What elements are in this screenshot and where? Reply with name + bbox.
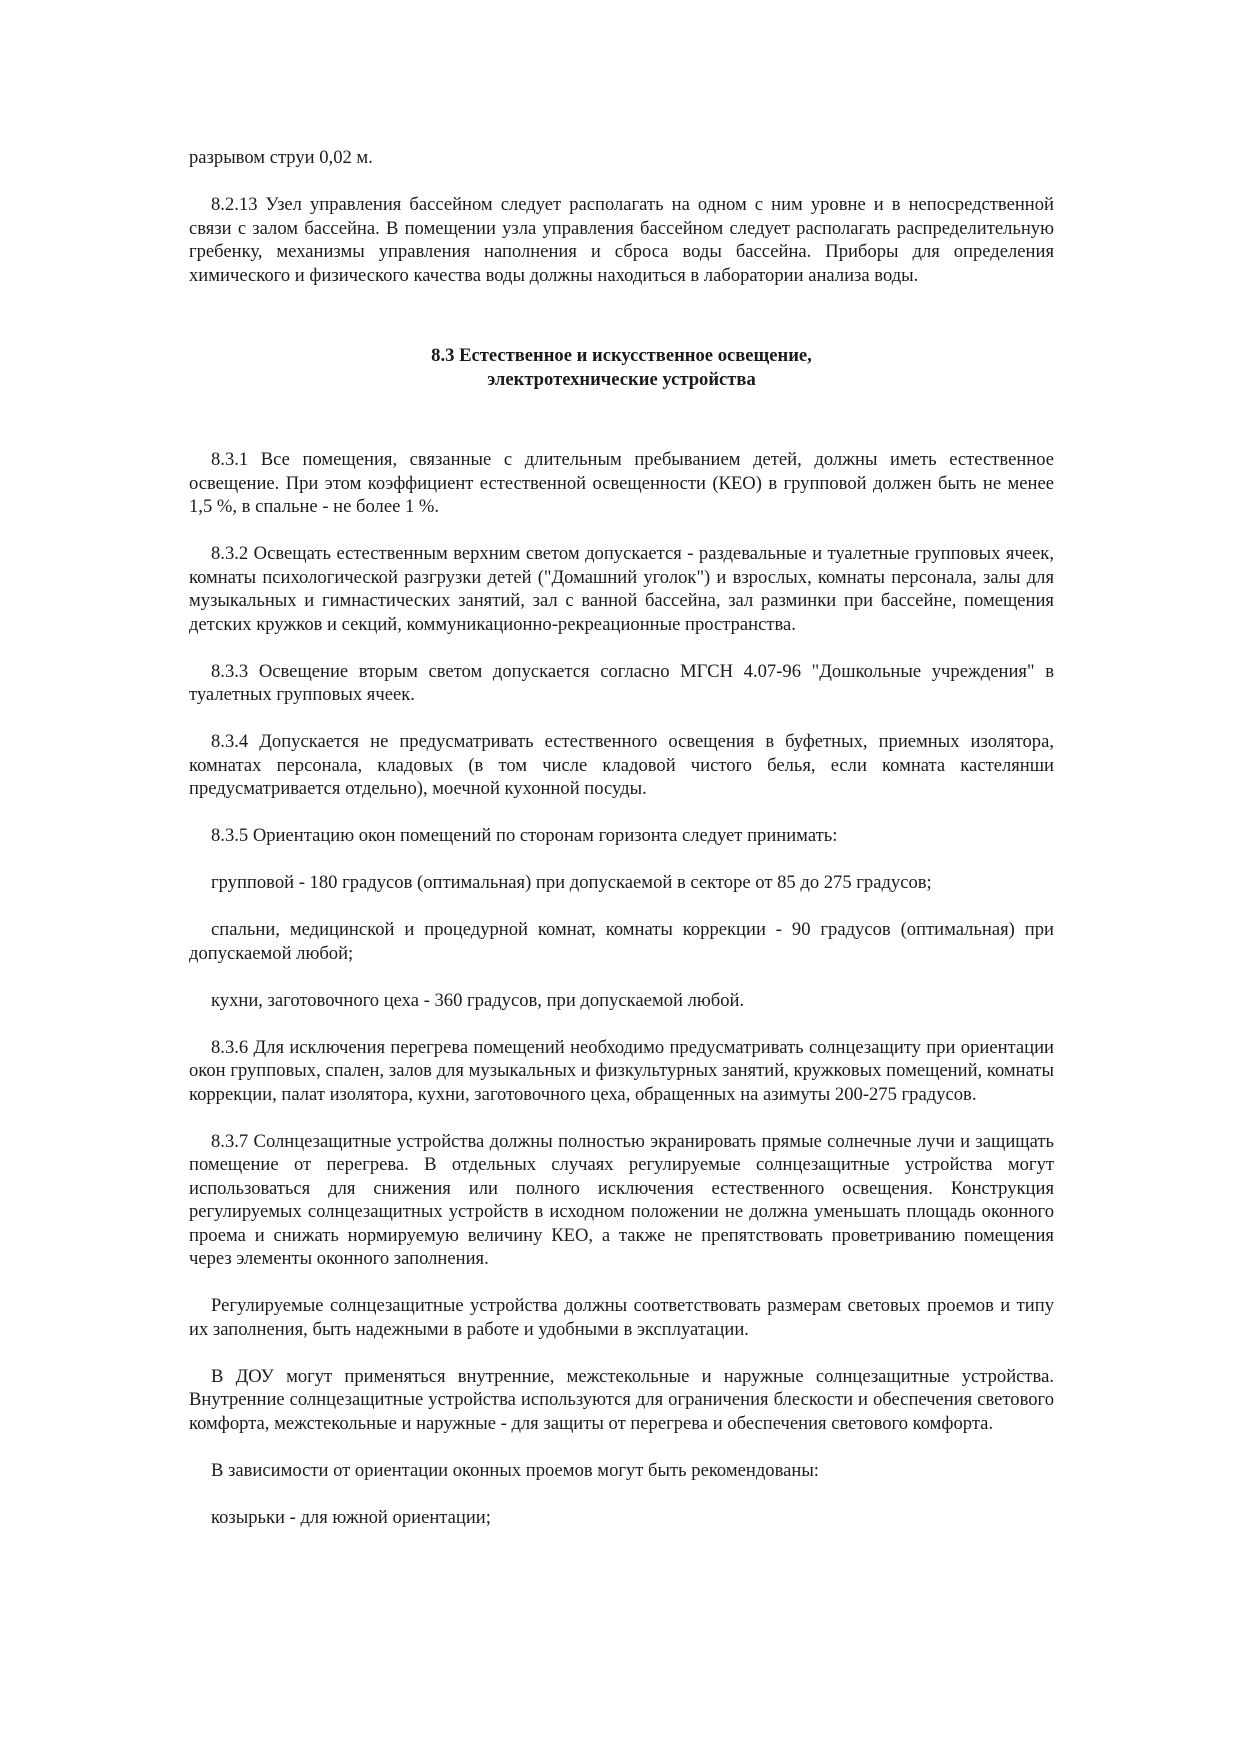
paragraph-8-3-7: 8.3.7 Солнцезащитные устройства должны полностью экранировать прямые солнечные лучи и защищать помещение от перегрева. В отдельных случаях регулируемые солнцезащитные устройства могут использоваться для снижения или полного исключения естественного освещения. Конструкция регулируемых солнцезащитных устройств в исходном положении не должна уменьшать площадь оконного проема и снижать нормируемую величину КЕО, а также не препятствовать проветриванию помещения через элементы оконного заполнения. <box>189 1130 1054 1269</box>
paragraph-depending-orientation: В зависимости от ориентации оконных проемов могут быть рекомендованы: <box>211 1459 819 1481</box>
document-page <box>189 146 1054 1553</box>
paragraph-group-orientation: групповой - 180 градусов (оптимальная) при допускаемой в секторе от 85 до 275 градусов; <box>211 872 932 893</box>
paragraph-8-3-6: 8.3.6 Для исключения перегрева помещений необходимо предусматривать солнцезащиту при ориентации окон групповых, спален, залов для музыкальных и физкультурных занятий, кружковых помещений, комнаты коррекции, палат изолятора, кухни, заготовочного цеха, обращенных на азимуты 200-275 градусов. <box>189 1036 1054 1105</box>
paragraph-8-3-1: 8.3.1 Все помещения, связанные с длительным пребыванием детей, должны иметь естественное освещение. При этом коэффициент естественной освещенности (КЕО) в групповой должен быть не менее 1,5 %, в спальне - не более 1 %. <box>189 449 1054 517</box>
paragraph-bedroom-orientation: спальни, медицинской и процедурной комнат, комнаты коррекции - 90 градусов (оптимальная) при допускаемой любой; <box>189 919 1054 964</box>
paragraph-8-2-13: 8.2.13 Узел управления бассейном следует располагать на одном с ним уровне и в непосредственной связи с залом бассейна. В помещении узла управления бассейном следует располагать распределительную гребенку, механизмы управления наполнения и сброса воды бассейна. Приборы для определения химического и физического качества воды должны находиться в лаборатории анализа воды. <box>189 194 1054 286</box>
paragraph-visors: козырьки - для южной ориентации; <box>211 1506 491 1528</box>
paragraph-dou-devices: В ДОУ могут применяться внутренние, межстекольные и наружные солнцезащитные устройства. Внутренние солнцезащитные устройства используются для ограничения блескости и обеспечения светового комфорта, межстекольные и наружные - для защиты от перегрева и обеспечения светового комфорта. <box>189 1365 1054 1434</box>
paragraph-kitchen-orientation: кухни, заготовочного цеха - 360 градусов, при допускаемой любой. <box>211 989 745 1011</box>
paragraph-8-3-5: 8.3.5 Ориентацию окон помещений по сторонам горизонта следует принимать: <box>211 825 838 846</box>
section-heading-8-3 <box>189 344 1054 391</box>
paragraph-8-3-4: 8.3.4 Допускается не предусматривать естественного освещения в буфетных, приемных изолятора, комнатах персонала, кладовых (в том числе кладовой чистого белья, если комната кастелянши предусматривается отдельно), моечной кухонной посуды. <box>189 731 1054 799</box>
section-heading-line-2: электротехнические устройства <box>487 368 756 390</box>
section-heading-line-1: 8.3 Естественное и искусственное освещение, <box>431 345 812 366</box>
paragraph-regulated-devices: Регулируемые солнцезащитные устройства должны соответствовать размерам световых проемов и типу их заполнения, быть надежными в работе и удобными в эксплуатации. <box>189 1295 1054 1340</box>
paragraph-8-3-3: 8.3.3 Освещение вторым светом допускается согласно МГСН 4.07-96 "Дошкольные учреждения" в туалетных групповых ячеек. <box>189 660 1054 705</box>
paragraph-lead-fragment: разрывом струи 0,02 м. <box>189 147 373 168</box>
paragraph-8-3-2: 8.3.2 Освещать естественным верхним светом допускается - раздевальные и туалетные групповых ячеек, комнаты психологической разгрузки детей ("Домашний уголок") и взрослых, комнаты персонала, залы для музыкальных и гимнастических занятий, зал с ванной бассейна, зал разминки при бассейне, помещения детских кружков и секций, коммуникационно-рекреационные пространства. <box>189 543 1054 635</box>
